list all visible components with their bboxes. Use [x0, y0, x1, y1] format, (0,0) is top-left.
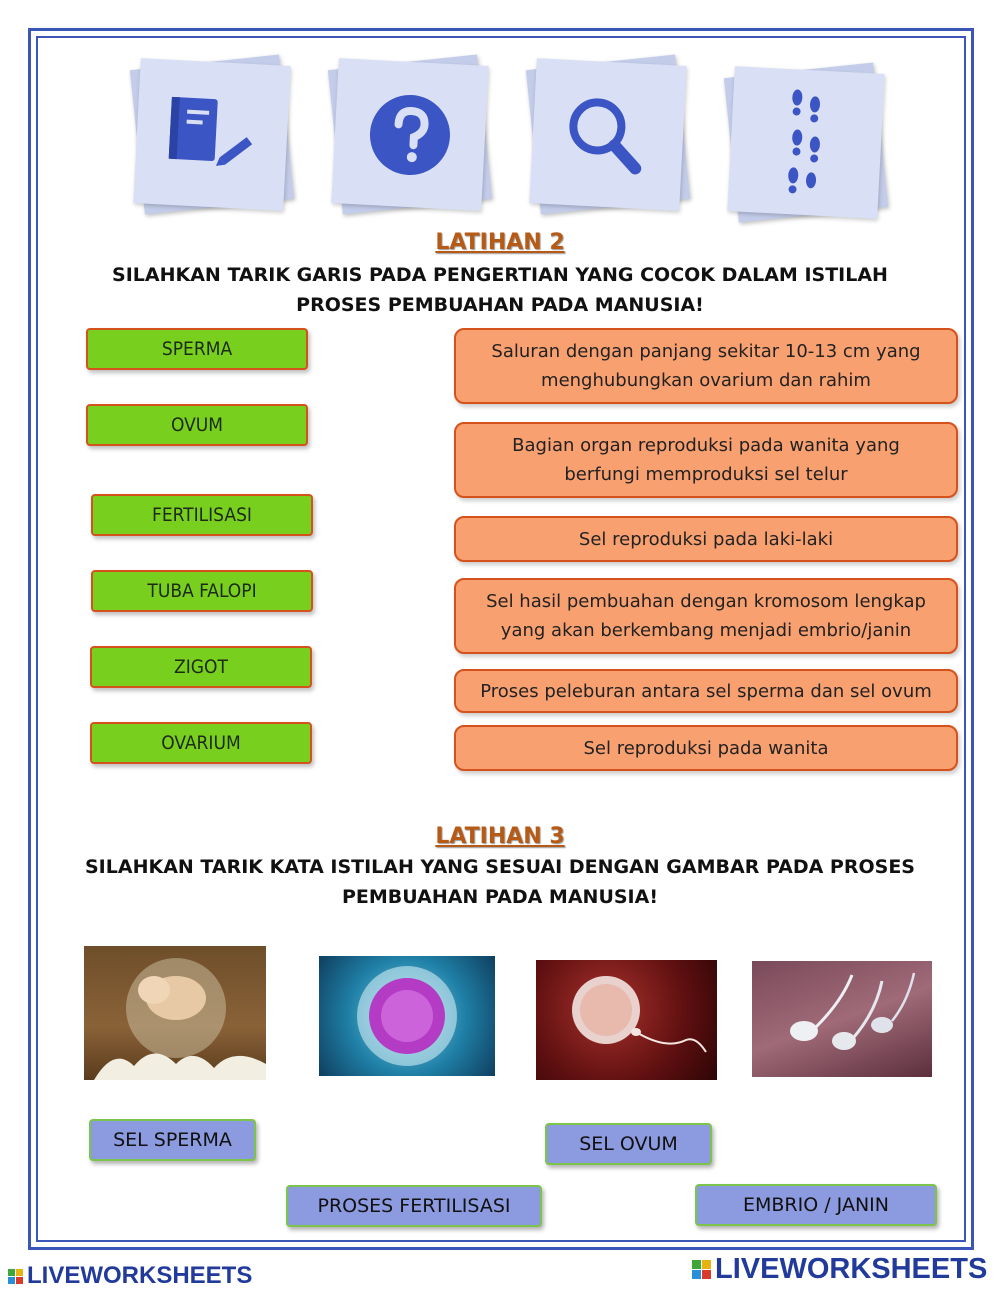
ovum-image	[319, 956, 495, 1076]
magnifier-card	[533, 62, 683, 207]
term-fertilisasi[interactable]: FERTILISASI	[91, 494, 313, 536]
notebook-pencil-icon	[160, 92, 264, 177]
definition-3[interactable]: Sel reproduksi pada laki-laki	[454, 516, 958, 562]
liveworksheets-logo-icon	[8, 1269, 23, 1284]
word-embrio-janin[interactable]: EMBRIO / JANIN	[695, 1184, 937, 1226]
footsteps-icon	[778, 86, 834, 198]
question-icon	[366, 90, 454, 178]
latihan-2-title: LATIHAN 2	[435, 230, 565, 255]
word-sel-sperma[interactable]: SEL SPERMA	[89, 1119, 256, 1161]
question-card	[335, 62, 485, 207]
word-sel-ovum[interactable]: SEL OVUM	[545, 1123, 712, 1165]
fertilization-image	[536, 960, 717, 1080]
footsteps-card	[731, 70, 881, 215]
definition-2[interactable]: Bagian organ reproduksi pada wanita yang berfungi memproduksi sel telur	[454, 422, 958, 498]
latihan-3-instruction-line1: SILAHKAN TARIK KATA ISTILAH YANG SESUAI DENGAN GAMBAR PADA PROSES	[85, 856, 915, 878]
term-ovum[interactable]: OVUM	[86, 404, 308, 446]
latihan-3-instruction-line2: PEMBUAHAN PADA MANUSIA!	[341, 886, 658, 908]
latihan-3-title: LATIHAN 3	[435, 824, 565, 849]
notebook-card	[137, 62, 287, 207]
definition-5[interactable]: Proses peleburan antara sel sperma dan sel ovum	[454, 669, 958, 713]
magnifier-icon	[561, 92, 655, 177]
definition-1[interactable]: Saluran dengan panjang sekitar 10-13 cm yang menghubungkan ovarium dan rahim	[454, 328, 958, 404]
word-proses-fertilisasi[interactable]: PROSES FERTILISASI	[286, 1185, 542, 1227]
term-ovarium[interactable]: OVARIUM	[90, 722, 312, 764]
term-tuba-falopi[interactable]: TUBA FALOPI	[91, 570, 313, 612]
brand-right	[692, 1253, 987, 1286]
latihan-2-instruction-line1: SILAHKAN TARIK GARIS PADA PENGERTIAN YANG COCOK DALAM ISTILAH	[112, 264, 888, 286]
brand-name: LIVEWORKSHEETS	[715, 1253, 988, 1285]
brand-left	[8, 1262, 252, 1290]
definition-6[interactable]: Sel reproduksi pada wanita	[454, 725, 958, 771]
liveworksheets-logo-icon	[692, 1260, 711, 1279]
embryo-image	[84, 946, 266, 1080]
definition-4[interactable]: Sel hasil pembuahan dengan kromosom lengkap yang akan berkembang menjadi embrio/janin	[454, 578, 958, 654]
sperm-image	[752, 961, 932, 1077]
latihan-2-instruction-line2: PROSES PEMBUAHAN PADA MANUSIA!	[296, 294, 704, 316]
term-sperma[interactable]: SPERMA	[86, 328, 308, 370]
term-zigot[interactable]: ZIGOT	[90, 646, 312, 688]
brand-name: LIVEWORKSHEETS	[27, 1262, 253, 1289]
